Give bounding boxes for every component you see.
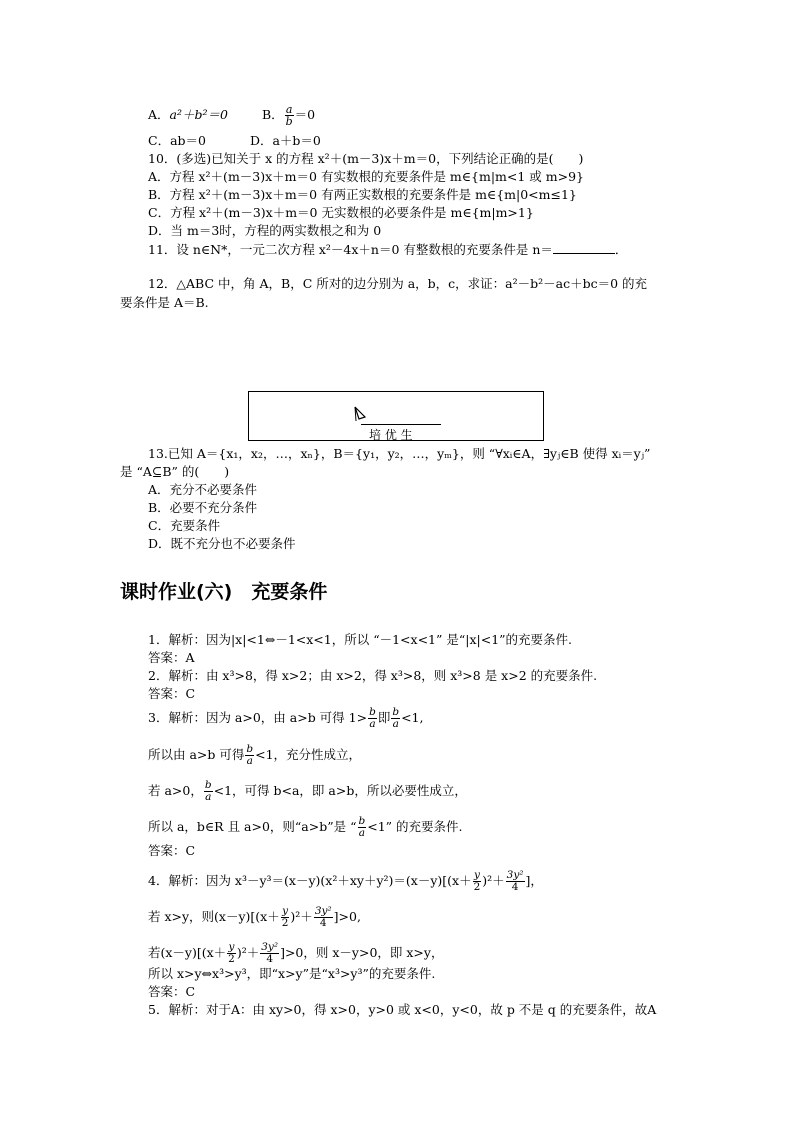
q11-end: ．	[614, 242, 628, 257]
sol3-line4: 所以 a，b∈R 且 a>0，则“a>b”是 “ $\frac{b}{a}$ <1” 的充要条件.	[148, 815, 463, 839]
advanced-section-banner	[248, 391, 544, 441]
q9-option-b-fraction: $\frac{a}{b}$	[285, 103, 293, 128]
q9-option-b-rest: ＝0	[294, 107, 316, 122]
sol4-line1: 4．解析：因为 x³－y³＝(x－y)(x²＋xy＋y²)＝(x－y)[(x＋ $\frac{y}{2}$ )²＋ $\frac{\text{3y²}}{4}$ ]，	[148, 869, 543, 893]
q12-line1: 12．△ABC 中，角 A，B，C 所对的边分别为 a，b，c，求证：a²－b²－ac＋bc＝0 的充	[148, 276, 648, 291]
sol1-answer: 答案：A	[148, 650, 195, 665]
q9-option-c: C．ab＝0	[148, 133, 206, 148]
sol3-answer: 答案：C	[148, 843, 196, 858]
sol3-line2: 所以由 a>b 可得 $\frac{b}{a}$ <1，充分性成立，	[148, 743, 362, 767]
q10-option-c: C．方程 x²＋(m－3)x＋m＝0 无实数根的必要条件是 m∈{m|m>1}	[148, 205, 534, 220]
section-title: 课时作业(六) 充要条件	[120, 581, 328, 603]
q10-option-b: B．方程 x²＋(m－3)x＋m＝0 有两正实数根的充要条件是 m∈{m|0<m≤1}	[148, 187, 577, 202]
q9-option-b-label: B．	[261, 107, 284, 122]
q13-option-a: A．充分不必要条件	[148, 482, 258, 497]
q10-option-a: A．方程 x²＋(m－3)x＋m＝0 有实数根的充要条件是 m∈{m|m<1 或 m>9}	[148, 169, 585, 184]
q9-option-a-b	[148, 104, 315, 127]
q13-line1: 13.已知 A＝{x₁，x₂，…，xₙ}，B＝{y₁，y₂，…，yₘ}，则 “∀xᵢ∈A，∃yⱼ∈B 使得 xᵢ＝yⱼ”	[148, 446, 651, 461]
sol2-answer: 答案：C	[148, 686, 196, 701]
q9-option-d: D．a＋b＝0	[249, 133, 321, 148]
sol3-line3: 若 a>0， $\frac{b}{a}$ <1，可得 b<a，即 a>b，所以必要性成立，	[148, 779, 467, 803]
q9-option-a-label: A．	[148, 107, 170, 122]
q10-stem: 10．(多选)已知关于 x 的方程 x²＋(m－3)x＋m＝0，下列结论正确的是( )	[148, 151, 584, 166]
q12-line2: 要条件是 A＝B.	[120, 295, 209, 310]
q10-option-d: D．当 m＝3时，方程的两实数根之和为 0	[148, 223, 382, 238]
sol5-line: 5．解析：对于A：由 xy>0，得 x>0，y>0 或 x<0，y<0，故 p 不是 q 的充要条件，故A	[148, 1002, 657, 1017]
sol1-line: 1．解析：因为|x|<1⇔－1<x<1，所以 “－1<x<1” 是“|x|<1”的充要条件.	[148, 632, 573, 647]
q13-option-b: B．必要不充分条件	[148, 500, 258, 515]
q9-option-a-math: a²＋b²＝0	[169, 107, 228, 122]
q11	[148, 241, 627, 258]
sol3-line1: 3．解析：因为 a>0，由 a>b 可得 1> $\frac{b}{a}$ 即 $\frac{b}{a}$ <1,	[148, 706, 424, 730]
sol4-line3: 若(x－y)[(x＋ $\frac{y}{2}$ )²＋ $\frac{\text{3y²}}{4}$ ]>0，则 x－y>0，即 x>y，	[148, 941, 444, 965]
q13-option-d: D．既不充分也不必要条件	[148, 536, 296, 551]
banner-label: 培 优 生	[369, 428, 413, 442]
q9-option-c-d	[148, 133, 321, 149]
banner-underline	[361, 424, 441, 425]
pen-icon	[353, 406, 367, 422]
q11-answer-blank[interactable]	[553, 241, 615, 254]
q13-line2: 是 “A⊆B” 的( )	[120, 464, 230, 479]
sol4-line4: 所以 x>y⇔x³>y³，即“x>y”是“x³>y³”的充要条件.	[148, 966, 436, 981]
q11-text: 11．设 n∈N*，一元二次方程 x²－4x＋n＝0 有整数根的充要条件是 n＝	[148, 242, 553, 257]
sol4-line2: 若 x>y，则(x－y)[(x＋ $\frac{y}{2}$ )²＋ $\frac{\text{3y²}}{4}$ ]>0,	[148, 905, 361, 929]
q13-option-c: C．充要条件	[148, 518, 221, 533]
sol2-line: 2．解析：由 x³>8，得 x>2；由 x>2，得 x³>8，则 x³>8 是 x>2 的充要条件.	[148, 668, 598, 683]
sol4-answer: 答案：C	[148, 984, 196, 999]
